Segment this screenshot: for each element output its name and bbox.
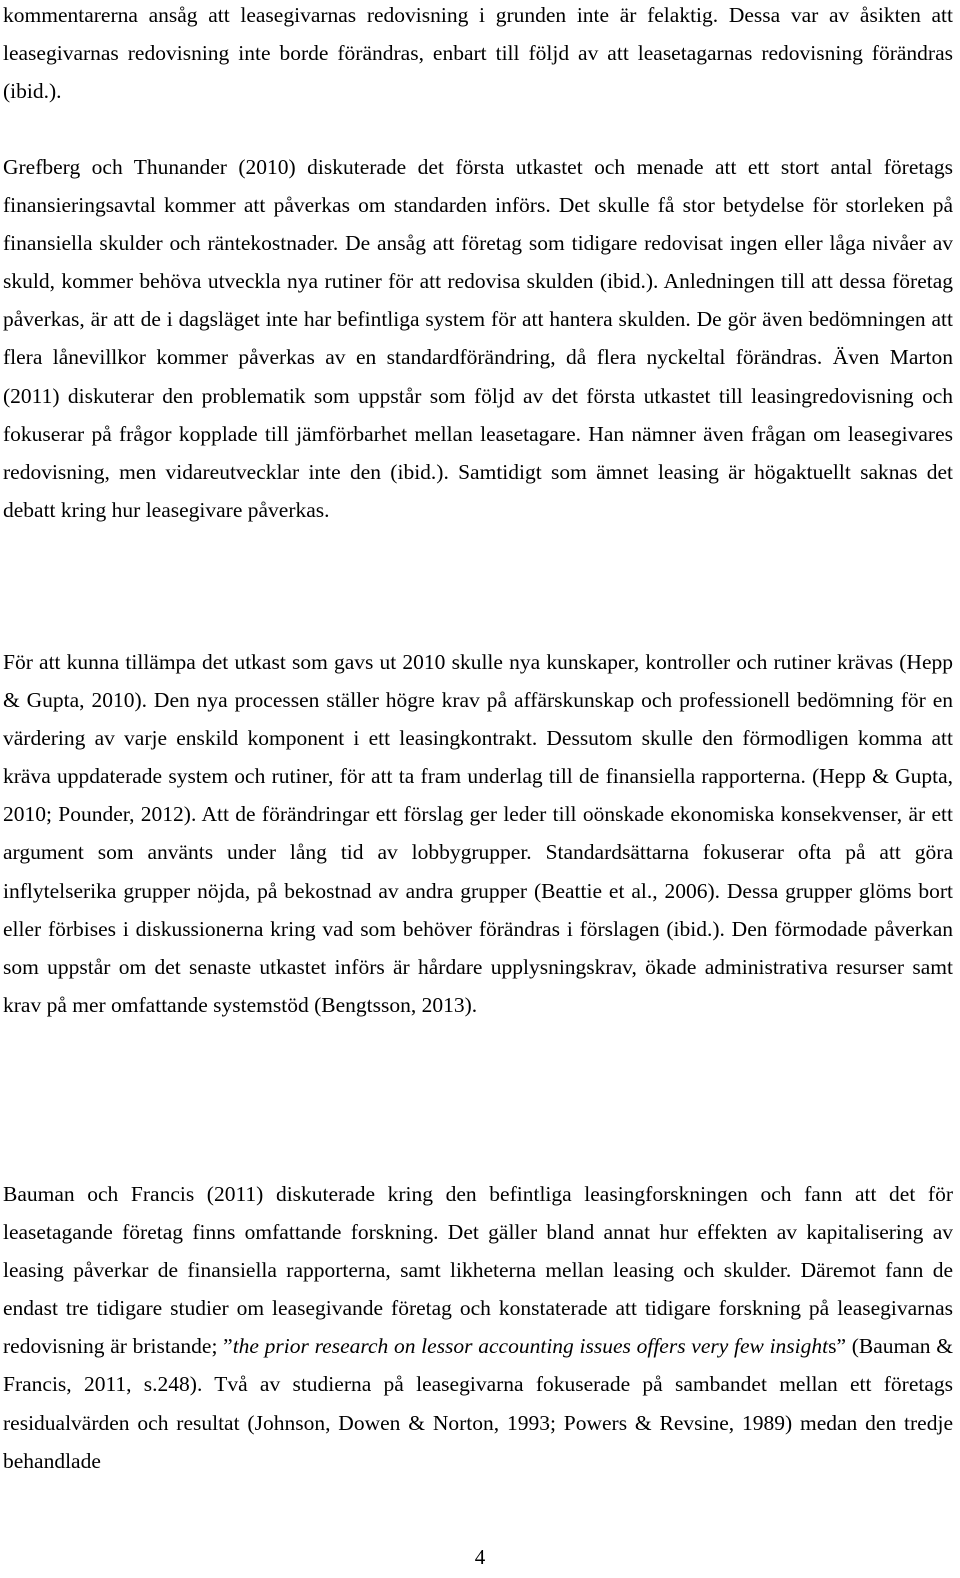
page-number: 4	[474, 1545, 486, 1569]
paragraph-text-after-quote: s” (Bauman & Francis, 2011, s.248). Två av studierna på leasegivarna fokuserade på sambandet mellan ett företags residualvärden och resultat (Johnson, Dowen & Norton, 1993; Powers & Revsine, 1989) medan den tredje behandlade	[3, 1334, 953, 1473]
paragraph-bauman-francis	[3, 1175, 953, 1480]
paragraph-text-before-quote: Bauman och Francis (2011) diskuterade kring den befintliga leasingforskningen och fann att det för leasetagande företag finns omfattande forskning. Det gäller bland annat hur effekten av kapitalisering av leasing påverkar de finansiella rapporterna, samt likheterna mellan leasing och skulder. Däremot fann de endast tre tidigare studier om leasegivande företag och konstaterade att tidigare forskning på leasegivarnas redovisning är bristande; ”	[3, 1182, 953, 1359]
paragraph-leasegivare-kommentarer: kommentarerna ansåg att leasegivarnas redovisning i grunden inte är felaktig. Dessa var av åsikten att leasegivarnas redovisning inte borde förändras, enbart till följd av att leasetagarnas redovisning förändras (ibid.).	[3, 3, 953, 104]
paragraph-grefberg-thunander: Grefberg och Thunander (2010) diskuterade det första utkastet och menade att ett stort antal företags finansieringsavtal kommer att påverkas om standarden införs. Det skulle få stor betydelse för storleken på finansiella skulder och räntekostnader. De ansåg att företag som tidigare redovisat ingen eller låga nivåer av skuld, kommer behöva utveckla nya rutiner för att redovisa skulden (ibid.). Anledningen till att dessa företag påverkas, är att de i dagsläget inte har befintliga system för att hantera skulden. De gör även bedömningen att flera lånevillkor kommer påverkas av en standardförändring, då flera nyckeltal förändras. Även Marton (2011) diskuterar den problematik som uppstår som följd av det första utkastet till leasingredovisning och fokuserar på frågor kopplade till jämförbarhet mellan leasetagare. Han nämner även frågan om leasegivares redovisning, men vidareutvecklar inte den (ibid.). Samtidigt som ämnet leasing är högaktuellt saknas det debatt kring hur leasegivare påverkas.	[3, 155, 953, 522]
italic-quote: the prior research on lessor accounting issues offers very few insight	[232, 1334, 829, 1359]
document-page	[3, 0, 953, 1578]
paragraph-hepp-gupta: För att kunna tillämpa det utkast som gavs ut 2010 skulle nya kunskaper, kontroller och rutiner krävas (Hepp & Gupta, 2010). Den nya processen ställer högre krav på affärskunskap och professionell bedömning för en värdering av varje enskild komponent i ett leasingkontrakt. Dessutom skulle den förmodligen komma att kräva uppdaterade system och rutiner, för att ta fram underlag till de finansiella rapporterna. (Hepp & Gupta, 2010; Pounder, 2012). Att de förändringar ett förslag ger leder till oönskade ekonomiska konsekvenser, är ett argument som använts under lång tid av lobbygrupper. Standardsättarna fokuserar ofta på att göra inflytelserika grupper nöjda, på bekostnad av andra grupper (Beattie et al., 2006). Dessa grupper glöms bort eller förbises i diskussionerna kring vad som behöver förändras i förslagen (ibid.). Den förmodade påverkan som uppstår om det senaste utkastet införs är hårdare upplysningskrav, ökade administrativa resurser samt krav på mer omfattande systemstöd (Bengtsson, 2013).	[3, 650, 953, 1017]
